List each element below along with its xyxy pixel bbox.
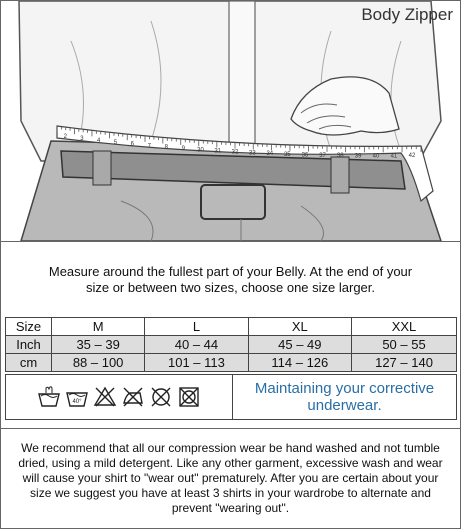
care-row [5, 374, 457, 420]
table-cell: 88 – 100 [52, 354, 145, 372]
no-bleach-icon [93, 385, 117, 409]
table-cell: Inch [6, 336, 52, 354]
tape-label: 5 [113, 139, 118, 146]
tape-label: 30 [197, 147, 204, 154]
table-row-inch [6, 336, 457, 354]
recommendation-panel [1, 428, 460, 528]
tape-label: 36 [301, 152, 309, 159]
table-cell: L [145, 318, 248, 336]
svg-text:40°: 40° [72, 399, 82, 405]
no-tumble-dry-icon [177, 385, 201, 409]
tape-label: 37 [319, 152, 326, 159]
recommendation-text: We recommend that all our compression wear be hand washed and not tumble dried, using a mild detergent. Like any other garment, excessive wash and wear will cause your shirt to "wear out" prematurely. After you are certain about your size we suggest you have at least 3 shirts in your wardrobe to alternate and prevent "wearing out". [18, 441, 443, 515]
care-message: Maintaining your corrective underwear. [254, 380, 435, 414]
hand-wash-icon [37, 385, 61, 409]
care-message-panel [232, 374, 457, 420]
table-cell: 101 – 113 [145, 354, 248, 372]
wash-40-icon [65, 385, 89, 409]
table-cell: 114 – 126 [248, 354, 351, 372]
table-cell: cm [6, 354, 52, 372]
tape-label: 41 [390, 153, 398, 160]
table-cell: 50 – 55 [352, 336, 457, 354]
measurement-drawing [1, 1, 460, 241]
table-cell: XXL [352, 318, 457, 336]
tape-label: 32 [231, 149, 239, 156]
brand-name: Body Zipper [361, 5, 453, 24]
care-icons [5, 374, 232, 420]
no-iron-icon [121, 385, 145, 409]
tape-label: 6 [130, 141, 134, 148]
tape-label: 9 [181, 146, 185, 153]
no-dry-clean-icon [149, 385, 173, 409]
tape-label: 38 [336, 153, 344, 160]
tape-label: 4 [96, 138, 101, 145]
size-table [5, 317, 457, 372]
tape-label: 42 [408, 153, 416, 160]
tape-label: 8 [164, 144, 168, 151]
tape-label: 2 [63, 134, 67, 141]
instructions-panel [1, 241, 460, 317]
table-cell: XL [248, 318, 351, 336]
tape-label: 33 [249, 150, 256, 157]
table-cell: 35 – 39 [52, 336, 145, 354]
tape-label: 31 [214, 148, 222, 155]
measurement-instructions: Measure around the fullest part of your Belly. At the end of your size or between two sizes, choose one size larger. [48, 263, 413, 295]
table-cell: 40 – 44 [145, 336, 248, 354]
tape-label: 40 [372, 153, 380, 160]
table-cell: M [52, 318, 145, 336]
tape-label: 35 [283, 151, 291, 158]
tape-label: 34 [266, 151, 274, 158]
tape-label: 7 [147, 143, 151, 150]
table-cell: Size [6, 318, 52, 336]
tape-label: 3 [80, 136, 84, 143]
table-cell: 127 – 140 [352, 354, 457, 372]
table-row-size [6, 318, 457, 336]
tape-label: 39 [354, 153, 362, 160]
table-row-cm [6, 354, 457, 372]
belly-measurement-illustration [1, 1, 460, 241]
table-cell: 45 – 49 [248, 336, 351, 354]
